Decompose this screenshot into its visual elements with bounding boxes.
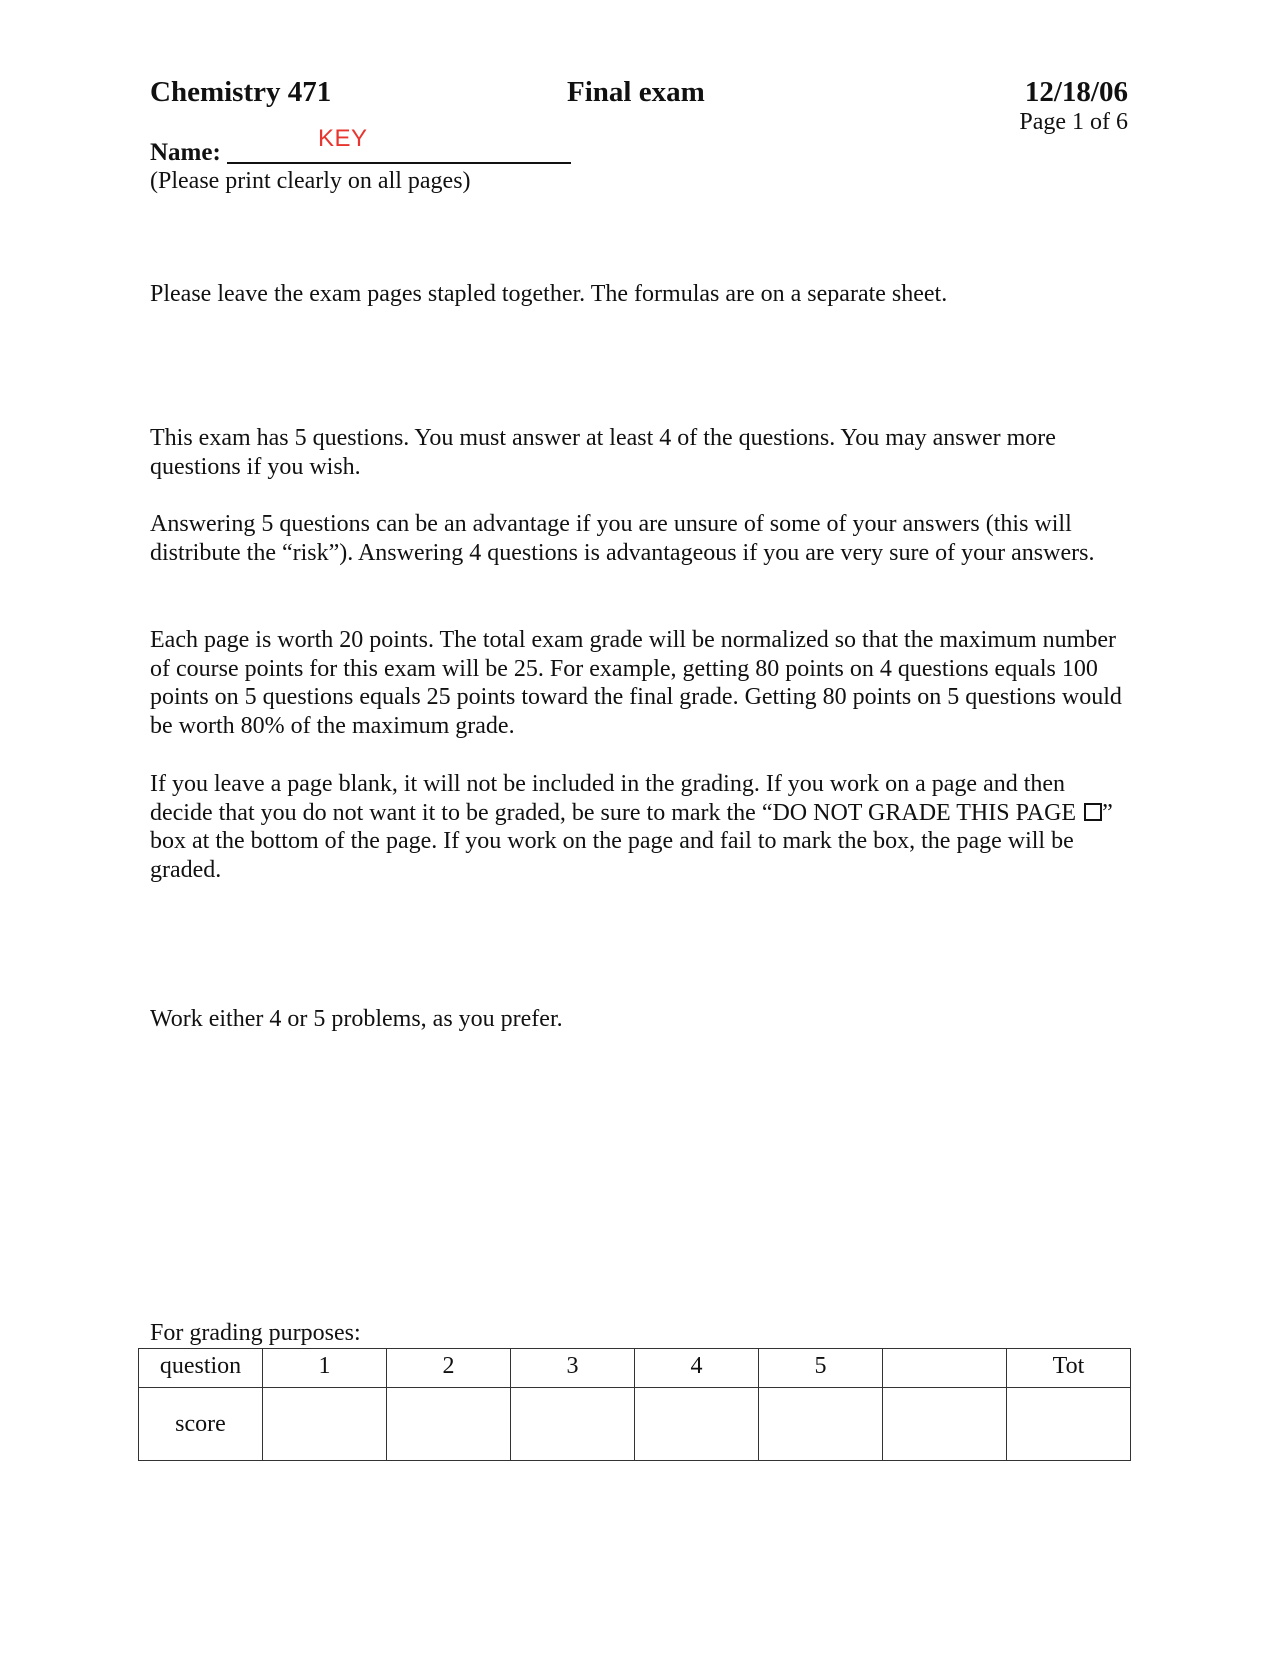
grading-label: For grading purposes: xyxy=(150,1320,361,1346)
question-cell-total: Tot xyxy=(1007,1349,1131,1388)
question-cell-2: 2 xyxy=(387,1349,511,1388)
score-cell-1 xyxy=(263,1388,387,1461)
print-note: (Please print clearly on all pages) xyxy=(150,168,471,194)
instruction-work-problems: Work either 4 or 5 problems, as you prefer. xyxy=(150,1006,563,1032)
instruction-question-count: This exam has 5 questions. You must answer at least 4 of the questions. You may answer more questions if you wish. xyxy=(150,425,1056,480)
question-cell-blank xyxy=(883,1349,1007,1388)
exam-title: Final exam xyxy=(567,76,705,108)
question-row xyxy=(139,1349,1131,1388)
score-cell-5 xyxy=(759,1388,883,1461)
course-title: Chemistry 471 xyxy=(150,76,332,108)
score-header-cell: score xyxy=(139,1388,263,1461)
score-row xyxy=(139,1388,1131,1461)
name-label: Name: xyxy=(150,139,221,166)
instruction-do-not-grade-part2: ” box at the bottom of the page. If you work on the page and fail to mark the box, the page will be graded. xyxy=(150,799,1113,884)
score-cell-2 xyxy=(387,1388,511,1461)
instruction-do-not-grade xyxy=(150,770,1130,885)
instruction-risk: Answering 5 questions can be an advantage if you are unsure of some of your answers (this will distribute the “risk”). Answering 4 questions is advantageous if you are very sure of your answers. xyxy=(150,511,1095,566)
grading-table xyxy=(138,1348,1131,1461)
instruction-points: Each page is worth 20 points. The total exam grade will be normalized so that the maximum number of course points for this exam will be 25. For example, getting 80 points on 4 questions equals 100 points on 5 questions equals 25 points toward the final grade. Getting 80 points on 5 questions would be worth 80% of the maximum grade. xyxy=(150,627,1122,740)
instruction-do-not-grade-part1: If you leave a page blank, it will not be included in the grading. If you work on a page and then decide that you do not want it to be graded, be sure to mark the “DO NOT GRADE THIS PAGE xyxy=(150,771,1077,826)
question-header-cell: question xyxy=(139,1349,263,1388)
score-cell-3 xyxy=(511,1388,635,1461)
question-cell-3: 3 xyxy=(511,1349,635,1388)
question-cell-4: 4 xyxy=(635,1349,759,1388)
name-underline xyxy=(227,162,571,164)
instruction-stapled: Please leave the exam pages stapled together. The formulas are on a separate sheet. xyxy=(150,281,948,307)
exam-date: 12/18/06 xyxy=(1024,76,1128,108)
question-cell-1: 1 xyxy=(263,1349,387,1388)
score-cell-total xyxy=(1007,1388,1131,1461)
question-cell-5: 5 xyxy=(759,1349,883,1388)
score-cell-4 xyxy=(635,1388,759,1461)
page-number: Page 1 of 6 xyxy=(1019,109,1128,135)
checkbox-icon xyxy=(1084,803,1102,821)
name-value: KEY xyxy=(318,125,368,152)
score-cell-blank xyxy=(883,1388,1007,1461)
